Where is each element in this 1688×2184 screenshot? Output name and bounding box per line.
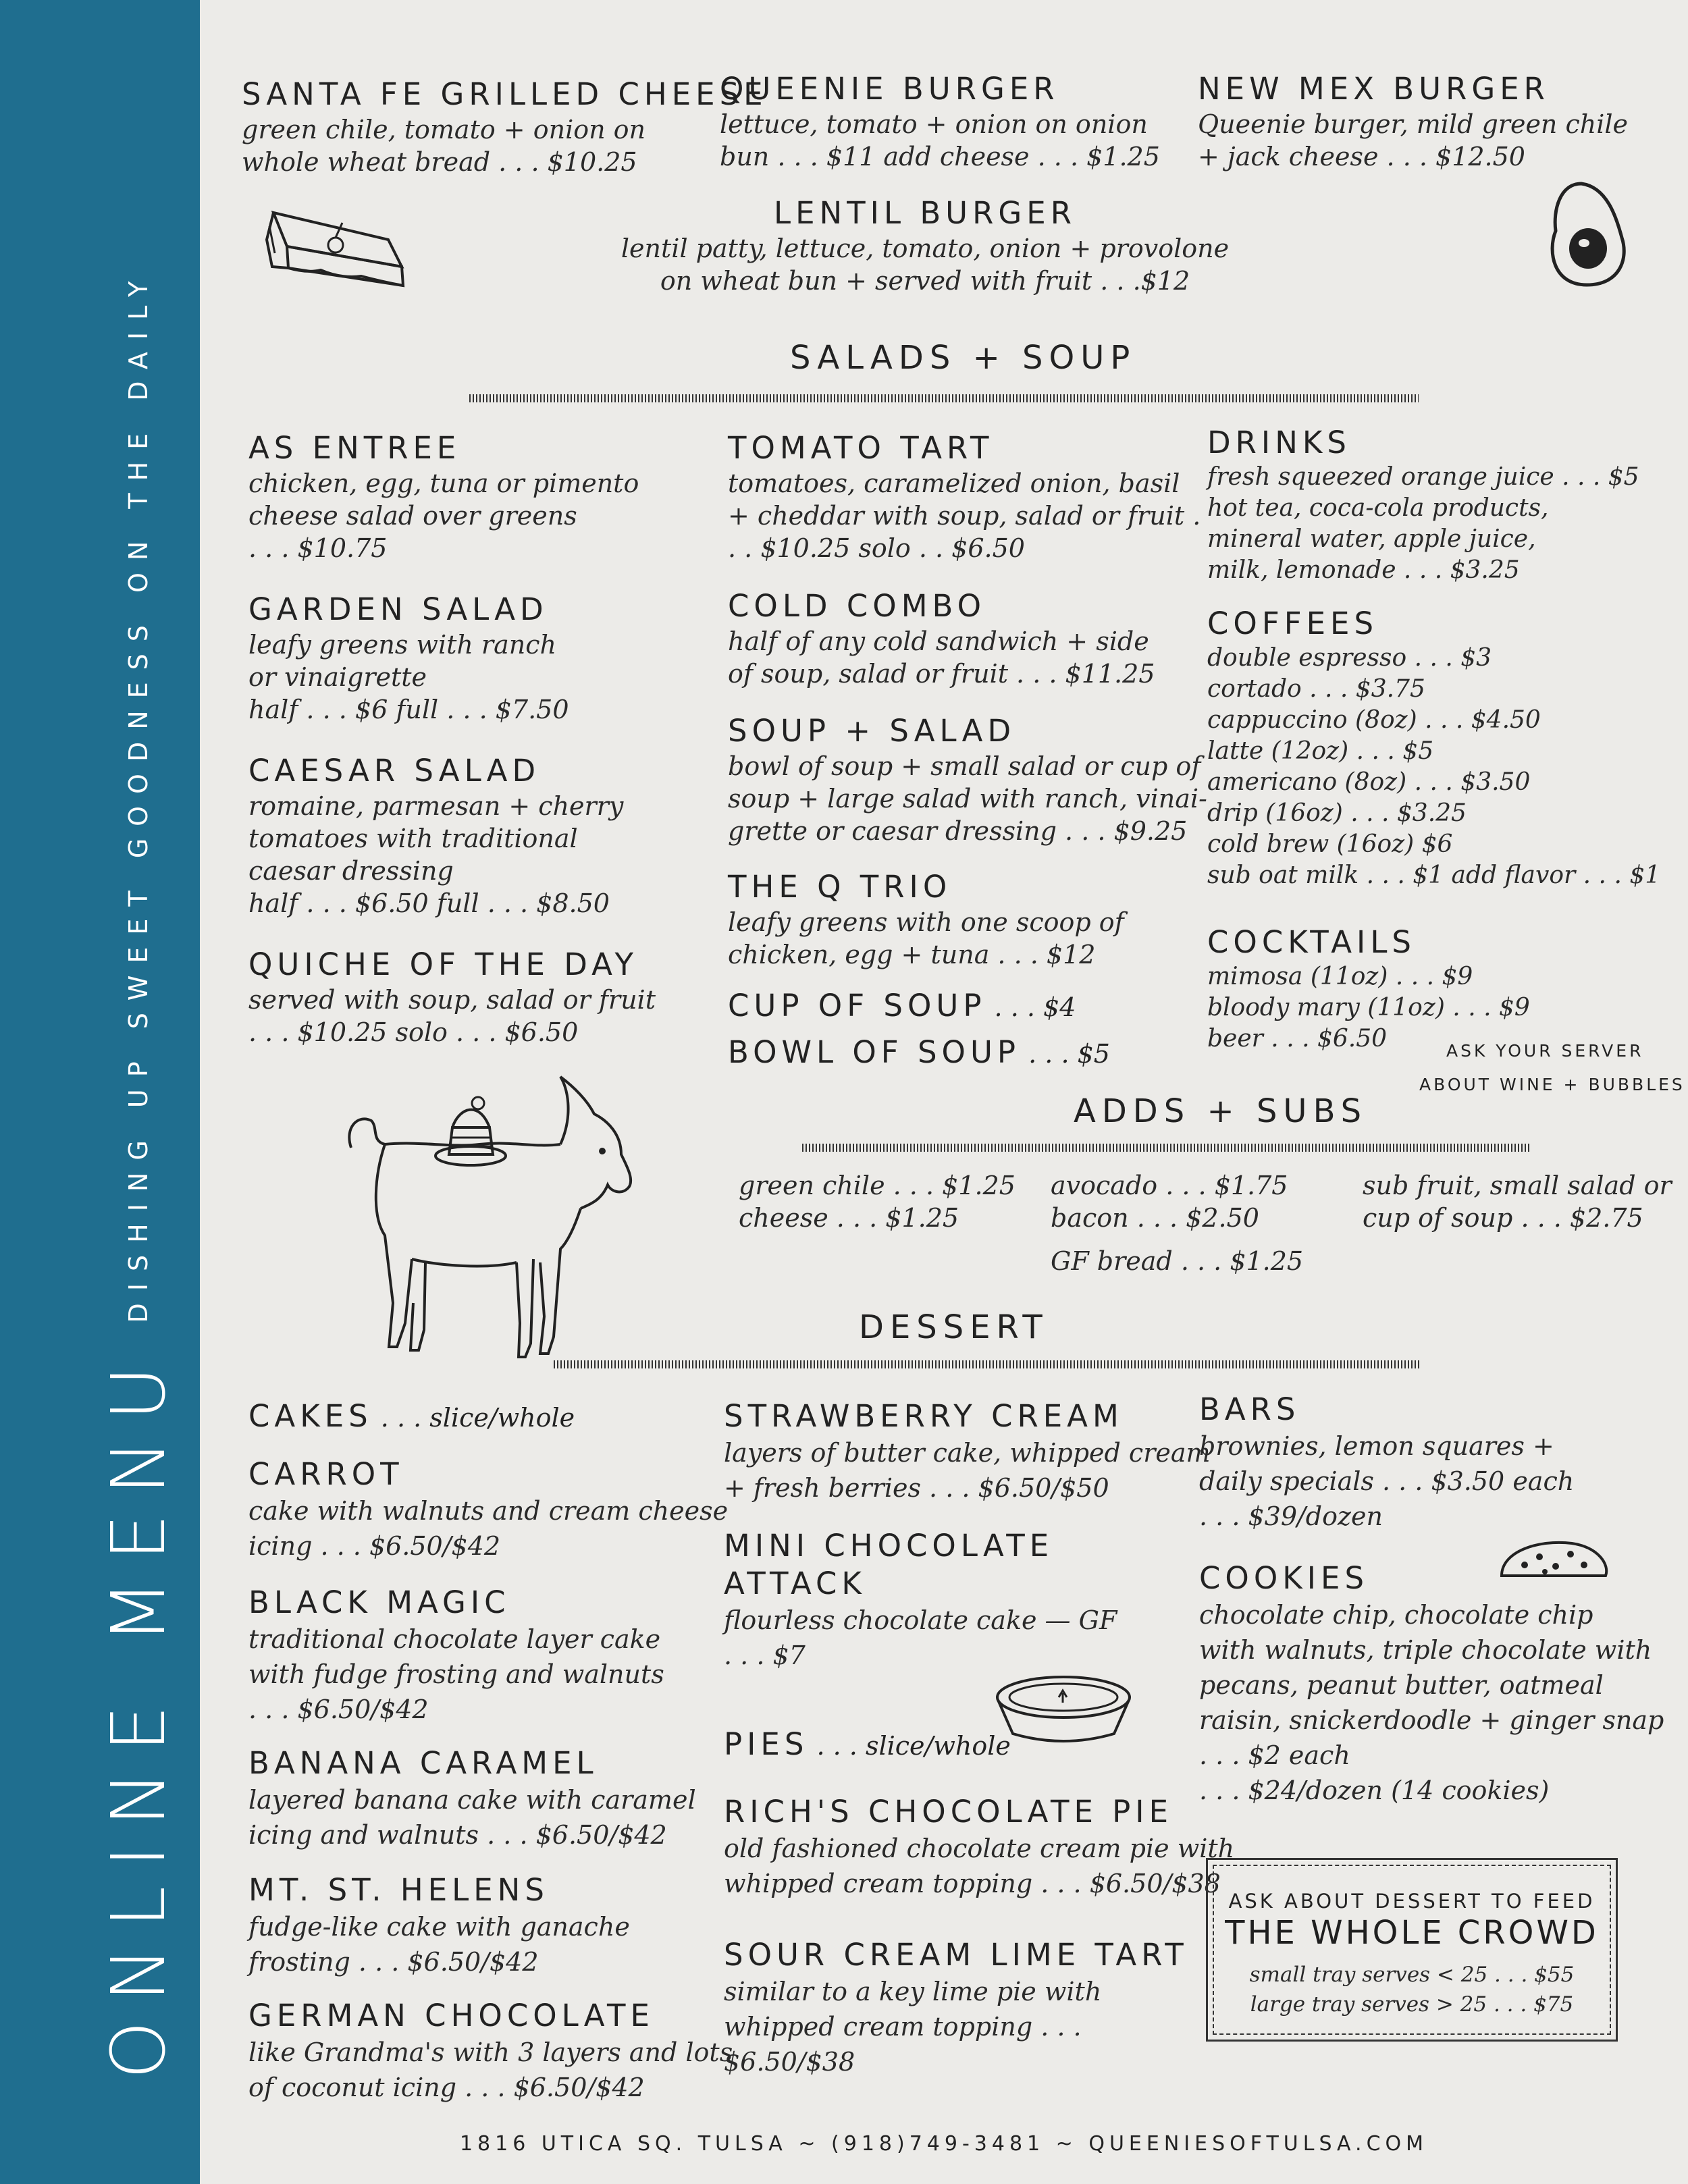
coffee-line: cold brew (16oz) $6 — [1207, 830, 1453, 858]
item-name: QUICHE OF THE DAY — [248, 947, 638, 982]
item-desc: half of any cold sandwich + side — [728, 627, 1149, 656]
item-desc: like Grandma's with 3 layers and lots — [248, 2037, 733, 2067]
item-desc: frosting . . . $6.50/$42 — [248, 1947, 539, 1977]
item-tomato-tart — [728, 429, 1201, 564]
add-line: GF bread . . . $1.25 — [1051, 1246, 1304, 1276]
cakes-note: . . . slice/whole — [372, 1403, 575, 1433]
item-desc: on wheat bun + served with fruit . . .$12 — [660, 266, 1190, 296]
cakes-heading-row — [248, 1397, 575, 1437]
item-soup-salad — [728, 712, 1207, 847]
item-desc: Queenie burger, mild green chile — [1198, 109, 1629, 139]
add-line: cup of soup . . . $2.75 — [1363, 1203, 1643, 1233]
item-desc: flourless chocolate cake — GF — [724, 1605, 1117, 1635]
item-price: . . . $5 — [1020, 1039, 1110, 1069]
item-desc: grette or caesar dressing . . . $9.25 — [728, 816, 1188, 846]
item-name: AS ENTREE — [248, 430, 461, 466]
section-divider — [554, 1360, 1421, 1368]
item-name: BANANA CARAMEL — [248, 1745, 598, 1781]
item-the-q-trio — [728, 868, 1124, 971]
item-desc: old fashioned chocolate cream pie with — [724, 1834, 1235, 1863]
item-desc: . . . $10.75 — [248, 533, 388, 563]
item-desc: with walnuts, triple chocolate with — [1199, 1635, 1652, 1665]
item-desc: lentil patty, lettuce, tomato, onion + provolone — [621, 234, 1230, 263]
coffees-heading: COFFEES — [1207, 606, 1379, 641]
item-name: THE Q TRIO — [728, 869, 952, 905]
add-line: avocado . . . $1.75 — [1051, 1171, 1288, 1200]
cocktail-line: mimosa (11oz) . . . $9 — [1207, 963, 1473, 990]
item-name: CAESAR SALAD — [248, 753, 541, 789]
item-desc: icing . . . $6.50/$42 — [248, 1531, 501, 1561]
pie-illustration-icon — [993, 1673, 1134, 1747]
add-line: sub fruit, small salad or — [1363, 1171, 1672, 1200]
drink-line: fresh squeezed orange juice . . . $5 — [1207, 463, 1639, 491]
item-name: MINI CHOCOLATE — [724, 1528, 1054, 1564]
item-lentil-burger — [608, 194, 1242, 297]
item-name: MT. ST. HELENS — [248, 1872, 549, 1908]
item-name: SANTA FE GRILLED CHEESE — [242, 76, 768, 112]
item-desc: . . . $6.50/$42 — [248, 1695, 429, 1724]
goat-with-cake-illustration-icon — [338, 1073, 648, 1370]
item-banana-caramel — [248, 1744, 696, 1853]
sandwich-illustration-icon — [260, 206, 415, 307]
drinks-block — [1207, 424, 1639, 586]
wine-note-line2: ABOUT WINE + BUBBLES — [1419, 1075, 1685, 1094]
item-desc: bowl of soup + small salad or cup of — [728, 751, 1201, 781]
add-line: cheese . . . $1.25 — [739, 1203, 959, 1233]
item-desc: or vinaigrette — [248, 662, 427, 692]
item-desc: chocolate chip, chocolate chip — [1199, 1600, 1593, 1630]
coffee-line: americano (8oz) . . . $3.50 — [1207, 768, 1531, 796]
item-desc: whipped cream topping . . . $6.50/$38 — [724, 1869, 1221, 1898]
item-name: ATTACK — [724, 1566, 866, 1601]
item-desc: bun . . . $11 add cheese . . . $1.25 — [720, 142, 1160, 171]
item-desc: leafy greens with ranch — [248, 630, 556, 660]
item-sour-cream-lime-tart — [724, 1936, 1188, 2079]
cookies-heading: COOKIES — [1199, 1560, 1369, 1596]
drink-line: mineral water, apple juice, — [1207, 525, 1536, 553]
item-desc: icing and walnuts . . . $6.50/$42 — [248, 1820, 667, 1850]
item-santa-fe-grilled-cheese — [242, 76, 768, 178]
item-desc: cake with walnuts and cream cheese — [248, 1496, 729, 1526]
item-desc: lettuce, tomato + onion on onion — [720, 109, 1148, 139]
item-name: TOMATO TART — [728, 430, 994, 466]
item-desc: + jack cheese . . . $12.50 — [1198, 142, 1525, 171]
cakes-heading: CAKES — [248, 1398, 373, 1434]
section-divider — [802, 1144, 1530, 1152]
item-caesar-salad — [248, 752, 623, 920]
crowd-line3: small tray serves < 25 . . . $55 — [1249, 1963, 1575, 1987]
item-desc: half . . . $6 full . . . $7.50 — [248, 695, 569, 724]
coffees-block — [1207, 605, 1660, 891]
item-quiche-of-the-day — [248, 946, 656, 1048]
section-title-salads-soup: SALADS + SOUP — [790, 339, 1136, 377]
item-desc: tomatoes with traditional — [248, 824, 578, 853]
item-price: . . . $4 — [986, 992, 1076, 1022]
item-name: SOUP + SALAD — [728, 713, 1016, 749]
avocado-illustration-icon — [1546, 177, 1634, 292]
crowd-line1: ASK ABOUT DESSERT TO FEED — [1228, 1890, 1595, 1913]
item-desc: . . . $2 each — [1199, 1740, 1350, 1770]
bars-heading: BARS — [1199, 1391, 1300, 1427]
coffee-line: latte (12oz) . . . $5 — [1207, 737, 1434, 765]
cookies-block — [1199, 1560, 1664, 1808]
item-desc: cheese salad over greens — [248, 501, 577, 531]
section-divider — [469, 394, 1419, 402]
menu-title: ONLINE MENU — [95, 1347, 182, 2079]
item-name: COLD COMBO — [728, 588, 986, 624]
wine-note-line1: ASK YOUR SERVER — [1446, 1041, 1644, 1061]
item-carrot-cake — [248, 1456, 728, 1564]
item-desc: soup + large salad with ranch, vinai- — [728, 784, 1207, 814]
item-desc: layers of butter cake, whipped cream — [724, 1438, 1211, 1468]
item-desc: chicken, egg + tuna . . . $12 — [728, 940, 1096, 969]
item-mini-chocolate-attack — [724, 1527, 1117, 1673]
cocktails-block — [1207, 924, 1530, 1055]
item-desc: . . $10.25 solo . . $6.50 — [728, 533, 1025, 563]
item-name: SOUR CREAM LIME TART — [724, 1937, 1188, 1973]
item-queenie-burger — [720, 70, 1160, 173]
item-cup-of-soup — [728, 987, 1076, 1026]
adds-col3 — [1363, 1169, 1672, 1234]
item-name: BLACK MAGIC — [248, 1584, 510, 1620]
item-desc: with fudge frosting and walnuts — [248, 1659, 664, 1689]
coffee-line: cortado . . . $3.75 — [1207, 675, 1425, 703]
coffee-line: double espresso . . . $3 — [1207, 644, 1492, 672]
section-title-dessert: DESSERT — [859, 1308, 1049, 1346]
item-desc: romaine, parmesan + cherry — [248, 791, 624, 821]
item-desc: served with soup, salad or fruit — [248, 985, 656, 1015]
item-desc: + fresh berries . . . $6.50/$50 — [724, 1473, 1109, 1503]
item-desc: fudge-like cake with ganache — [248, 1912, 630, 1942]
item-desc: tomatoes, caramelized onion, basil — [728, 469, 1180, 498]
adds-col2 — [1051, 1169, 1303, 1277]
cocktail-line: beer . . . $6.50 — [1207, 1025, 1388, 1053]
item-richs-chocolate-pie — [724, 1793, 1234, 1901]
item-name: NEW MEX BURGER — [1198, 71, 1550, 107]
item-black-magic — [248, 1584, 664, 1727]
item-desc: $6.50/$38 — [724, 2047, 855, 2077]
item-desc: brownies, lemon squares + — [1199, 1431, 1554, 1461]
item-desc: traditional chocolate layer cake — [248, 1624, 661, 1654]
bars-block — [1199, 1391, 1574, 1534]
item-desc: green chile, tomato + onion on — [242, 115, 645, 144]
add-line: green chile . . . $1.25 — [739, 1171, 1016, 1200]
item-name: CARROT — [248, 1456, 404, 1492]
item-desc: layered banana cake with caramel — [248, 1785, 696, 1815]
footer-address: 1816 UTICA SQ. TULSA ~ (918)749-3481 ~ QUEENIESOFTULSA.COM — [459, 2132, 1429, 2156]
item-name: STRAWBERRY CREAM — [724, 1398, 1124, 1434]
item-desc: of coconut icing . . . $6.50/$42 — [248, 2073, 645, 2102]
dessert-crowd-box — [1206, 1858, 1618, 2042]
crowd-line4: large tray serves > 25 . . . $75 — [1250, 1992, 1574, 2017]
cocktails-heading: COCKTAILS — [1207, 924, 1416, 960]
item-desc: whipped cream topping . . . — [724, 2012, 1082, 2042]
item-mt-st-helens — [248, 1871, 630, 1979]
adds-col1 — [739, 1169, 1016, 1234]
item-desc: . . . $7 — [724, 1641, 806, 1670]
item-german-chocolate — [248, 1997, 733, 2105]
item-desc: chicken, egg, tuna or pimento — [248, 469, 639, 498]
menu-tagline: DISHING UP SWEET GOODNESS ON THE DAILY — [124, 269, 153, 1323]
drink-line: milk, lemonade . . . $3.25 — [1207, 556, 1520, 584]
drinks-heading: DRINKS — [1207, 425, 1351, 460]
item-desc: leafy greens with one scoop of — [728, 907, 1124, 937]
coffee-line: drip (16oz) . . . $3.25 — [1207, 799, 1467, 827]
item-desc: daily specials . . . $3.50 each — [1199, 1466, 1575, 1496]
item-as-entree — [248, 429, 639, 564]
pies-note: . . . slice/whole — [808, 1731, 1011, 1761]
item-strawberry-cream — [724, 1397, 1211, 1506]
section-title-adds-subs: ADDS + SUBS — [1074, 1092, 1368, 1130]
item-desc: whole wheat bread . . . $10.25 — [242, 147, 637, 177]
item-desc: of soup, salad or fruit . . . $11.25 — [728, 659, 1155, 689]
item-garden-salad — [248, 591, 569, 726]
sidebar-band — [0, 0, 200, 2184]
item-desc: pecans, peanut butter, oatmeal — [1199, 1670, 1604, 1700]
coffee-line: sub oat milk . . . $1 add flavor . . . $1 — [1207, 861, 1661, 889]
item-name: RICH'S CHOCOLATE PIE — [724, 1794, 1173, 1830]
item-desc: raisin, snickerdoodle + ginger snap — [1199, 1705, 1664, 1735]
item-name: LENTIL BURGER — [774, 195, 1076, 231]
pies-heading: PIES — [724, 1726, 809, 1762]
item-desc: . . . $39/dozen — [1199, 1501, 1383, 1531]
crowd-line2: THE WHOLE CROWD — [1225, 1914, 1599, 1952]
add-line: bacon . . . $2.50 — [1051, 1203, 1259, 1233]
item-desc: half . . . $6.50 full . . . $8.50 — [248, 888, 610, 918]
item-desc: similar to a key lime pie with — [724, 1977, 1102, 2006]
pies-heading-row — [724, 1726, 1011, 1765]
drink-line: hot tea, coca-cola products, — [1207, 494, 1549, 522]
item-desc: . . . $10.25 solo . . . $6.50 — [248, 1017, 579, 1047]
coffee-line: cappuccino (8oz) . . . $4.50 — [1207, 706, 1541, 734]
item-desc: . . . $24/dozen (14 cookies) — [1199, 1776, 1550, 1805]
item-name: QUEENIE BURGER — [720, 71, 1059, 107]
cocktail-line: bloody mary (11oz) . . . $9 — [1207, 994, 1530, 1021]
item-new-mex-burger — [1198, 70, 1628, 173]
item-bowl-of-soup — [728, 1034, 1110, 1073]
item-name: CUP OF SOUP — [728, 988, 986, 1023]
item-desc: + cheddar with soup, salad or fruit . — [728, 501, 1201, 531]
item-desc: caesar dressing — [248, 856, 454, 886]
item-name: GERMAN CHOCOLATE — [248, 1998, 654, 2033]
item-cold-combo — [728, 587, 1155, 690]
item-name: GARDEN SALAD — [248, 591, 548, 627]
item-name: BOWL OF SOUP — [728, 1034, 1021, 1070]
